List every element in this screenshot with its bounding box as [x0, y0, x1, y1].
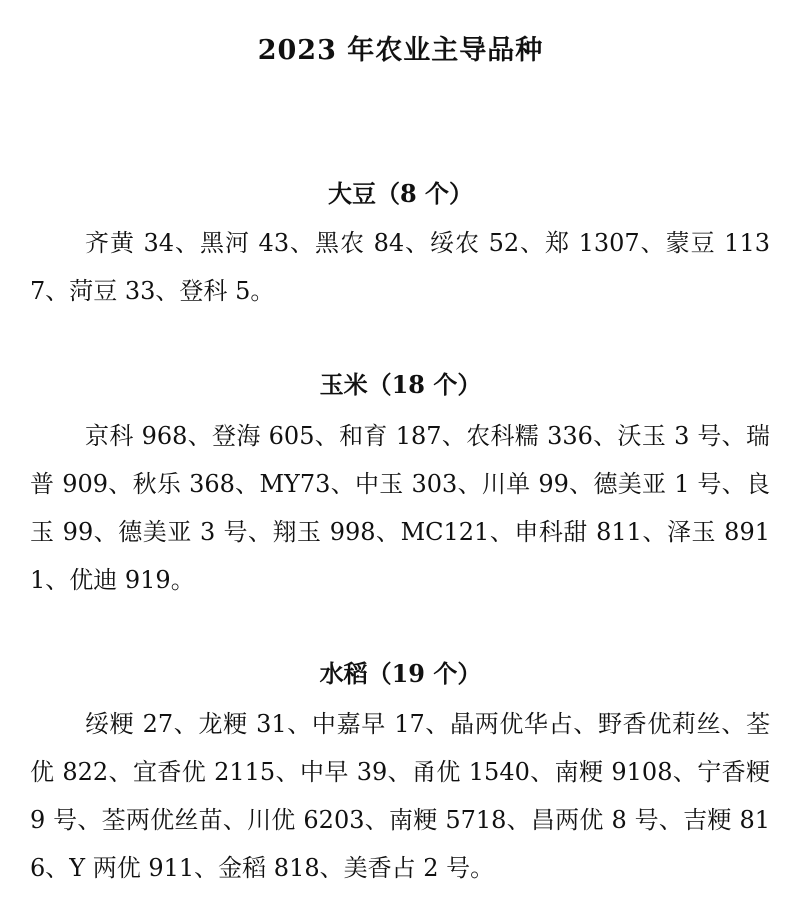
section-heading-rice: 水稻（19 个）: [319, 659, 482, 688]
section-body-soybean: 齐黄 34、黑河 43、黑农 84、绥农 52、郑 1307、蒙豆 1137、菏豆 33、登科 5。: [30, 229, 770, 305]
document-title: 2023 年农业主导品种: [257, 35, 544, 66]
section-heading-corn: 玉米（18 个）: [319, 370, 482, 399]
section-body-corn: 京科 968、登海 605、和育 187、农科糯 336、沃玉 3 号、瑞普 909、秋乐 368、MY73、中玉 303、川单 99、德美亚 1 号、良玉 99、德美亚 3 号、翔玉 998、MC121、申科甜 811、泽玉 8911、优迪 919。: [30, 422, 770, 594]
section-heading-soybean: 大豆（8 个）: [327, 179, 474, 208]
section-body-rice: 绥粳 27、龙粳 31、中嘉早 17、晶两优华占、野香优莉丝、荃优 822、宜香优 2115、中早 39、甬优 1540、南粳 9108、宁香粳 9 号、荃两优丝苗、川优 6203、南粳 5718、昌两优 8 号、吉粳 816、Y 两优 911、金稻 818、美香占 2 号。: [30, 710, 770, 882]
